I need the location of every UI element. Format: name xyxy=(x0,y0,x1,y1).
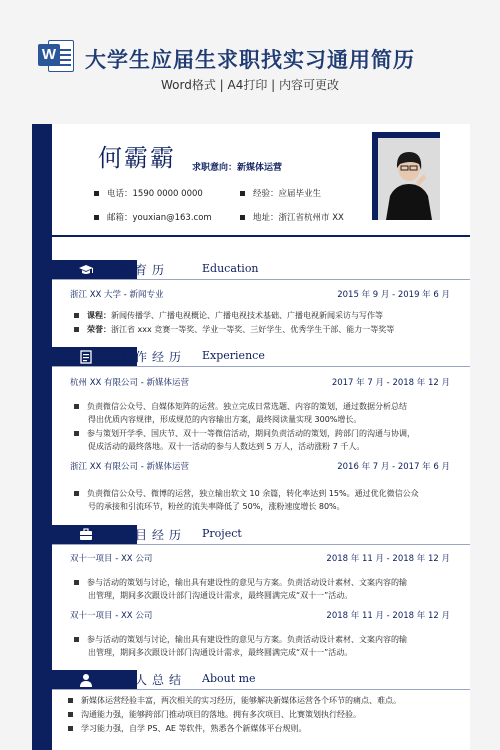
section-title-en: About me xyxy=(202,672,256,685)
project-org: 双十一项目 - XX 公司 xyxy=(70,554,153,564)
resume-page xyxy=(32,124,470,750)
work-date: 2017 年 7 月 - 2018 年 12 月 xyxy=(331,378,450,388)
project-bullet: 参与活动的策划与讨论，输出具有建设性的意见与方案。负责活动设计素材、文案内容的输 出管理，期间多次跟设计部门沟通设计需求，最终圆满完成“双十一”活动。 xyxy=(74,577,464,602)
school-name: 浙江 XX 大学 - 新闻专业 xyxy=(70,290,164,300)
section-title-en: Project xyxy=(202,527,242,540)
phone-info: 电话：1590 0000 0000 xyxy=(94,187,203,199)
graduation-cap-icon xyxy=(78,262,94,278)
word-logo-letter: W xyxy=(38,44,60,66)
about-item: 沟通能力强，能够跨部门推动项目的落地。拥有多次项目、比赛策划执行经验。 xyxy=(68,709,458,722)
section-about xyxy=(32,670,470,690)
profile-photo xyxy=(378,138,440,220)
job-intent: 求职意向：新媒体运营 xyxy=(192,163,283,173)
email-info: 邮箱：youxian@163.com xyxy=(94,211,212,223)
section-title-en: Education xyxy=(202,262,259,275)
section-title-en: Experience xyxy=(202,349,265,362)
section-education xyxy=(32,260,470,280)
address-info: 地址：浙江省杭州市 XX xyxy=(240,211,344,223)
section-title-cn: 项目经历 xyxy=(118,528,187,542)
project-bullet: 参与活动的策划与讨论，输出具有建设性的意见与方案。负责活动设计素材、文案内容的输 出管理，期间多次跟设计部门沟通设计需求，最终圆满完成“双十一”活动。 xyxy=(74,634,464,659)
document-subtitle: Word格式 | A4打印 | 内容可更改 xyxy=(160,78,340,92)
experience-info: 经验：应届毕业生 xyxy=(240,187,321,199)
section-title-cn: 个人总结 xyxy=(118,673,187,687)
candidate-name: 何霸霸 xyxy=(98,144,176,172)
education-date: 2015 年 9 月 - 2019 年 6 月 xyxy=(337,290,450,300)
sidebar-bar xyxy=(32,124,52,750)
section-title-cn: 工作经历 xyxy=(118,350,187,364)
courses-item: 课程：新闻传播学、广播电视概论、广播电视技术基础、广播电视新闻采访与写作等 xyxy=(74,310,464,323)
about-item: 学习能力强，自学 PS、AE 等软件，熟悉各个新媒体平台规则。 xyxy=(68,723,458,736)
project-date: 2018 年 11 月 - 2018 年 12 月 xyxy=(326,611,450,621)
document-icon xyxy=(78,527,94,543)
document-title: 大学生应届生求职找实习通用简历 xyxy=(85,48,415,72)
profile-photo-frame xyxy=(372,132,440,220)
header-divider xyxy=(52,235,470,237)
project-org: 双十一项目 - XX 公司 xyxy=(70,611,153,621)
section-title-cn: 教育历 xyxy=(118,263,170,277)
work-org: 浙江 XX 有限公司 - 新媒体运营 xyxy=(70,462,190,472)
work-bullet: 负责微信公众号、微博的运营，独立输出软文 10 余篇，转化率达到 15%。通过优化微信公众 号的承接和引流环节，粉丝的流失率降低了 50%，涨粉速度增长 80%。 xyxy=(74,488,464,513)
project-date: 2018 年 11 月 - 2018 年 12 月 xyxy=(326,554,450,564)
section-project xyxy=(32,525,470,545)
work-bullet: 负责微信公众号、自媒体矩阵的运营。独立完成日常选题、内容的策划，通过数据分析总结 得出优质内容规律，形成规范的内容输出方案，最终阅读量实现 300%增长。 xyxy=(74,401,464,426)
work-bullet: 参与策划开学季、国庆节、双十一等微信活动，期间负责活动的策划，跨部门的沟通与协调， 促成活动的最终落地。双十一活动的参与人数达到 5 万人，活动涨粉 7 千人。 xyxy=(74,428,464,453)
honors-item: 荣誉：浙江省 xxx 竞赛一等奖、学业一等奖、三好学生、优秀学生干部、能力一等奖等 xyxy=(74,324,464,337)
work-org: 杭州 XX 有限公司 - 新媒体运营 xyxy=(70,378,190,388)
about-item: 新媒体运营经验丰富，两次相关的实习经历，能够解决新媒体运营各个环节的痛点、难点。 xyxy=(68,695,458,708)
work-date: 2016 年 7 月 - 2017 年 6 月 xyxy=(337,462,450,472)
section-work xyxy=(32,347,470,367)
briefcase-icon xyxy=(78,349,94,365)
person-icon xyxy=(78,672,94,688)
